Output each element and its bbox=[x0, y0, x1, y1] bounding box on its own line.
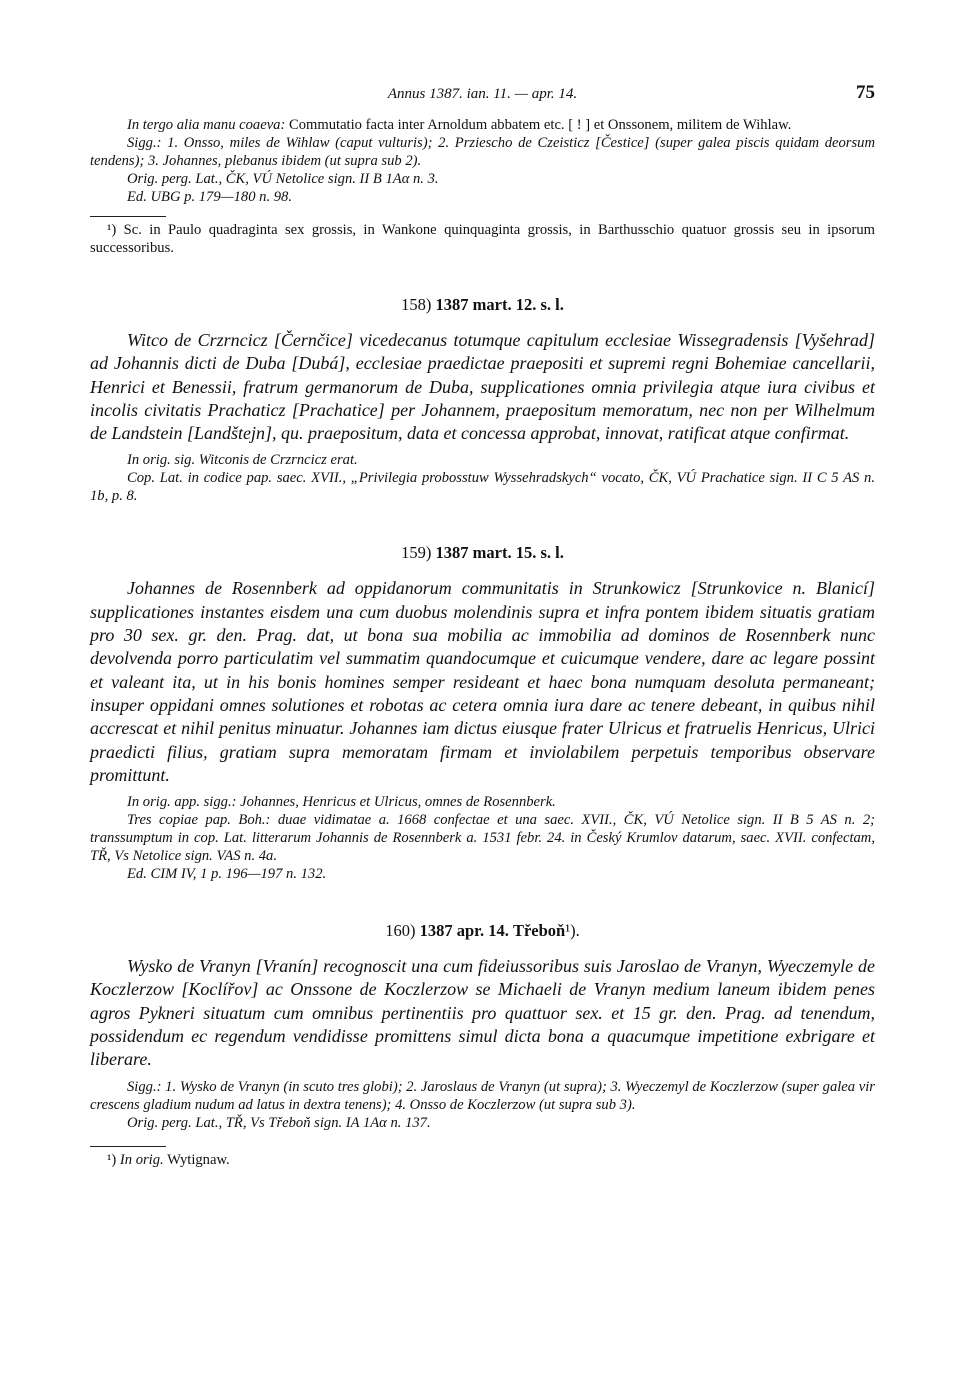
entry-notes bbox=[90, 1078, 875, 1132]
entry-159 bbox=[90, 543, 875, 883]
footnote-2 bbox=[90, 1151, 875, 1169]
entry-note: Orig. perg. Lat., TŘ, Vs Třeboň sign. IA 1Aα n. 137. bbox=[127, 1114, 431, 1131]
entry-158 bbox=[90, 295, 875, 505]
entry-note: In orig. app. sigg.: Johannes, Henricus et Ulricus, omnes de Rosennberk. bbox=[127, 794, 556, 811]
entry-place-mark: ¹). bbox=[565, 921, 580, 941]
footnote-text: Sc. in Paulo quadraginta sex grossis, in Wankone quinquaginta grossis, in Barthusschio quatuor grossis seu in ipsorum successoribus. bbox=[90, 222, 875, 256]
entry-note: Cop. Lat. in codice pap. saec. XVII., „Privilegia probosstuw Wyssehradskych“ vocato, ČK, VÚ Prachatice sign. II C 5 AS n. 1b, p. 8. bbox=[90, 470, 875, 505]
tergo-note bbox=[90, 116, 875, 134]
entry-place: Třeboň bbox=[512, 921, 566, 941]
entry-note: In orig. sig. Witconis de Crzrncicz erat. bbox=[127, 452, 358, 469]
top-notes bbox=[90, 116, 875, 206]
entry-regest: Wysko de Vranyn [Vranín] recognoscit una cum fideiussoribus suis Jaroslao de Vranyn, Wyeczemyle de Koczlerzow [Koclířov] ac Onssone de Koczlerzow se Michaeli de Vranyn medium laneum ibidem penes agros Pykneri situatum cum omnibus pertinentiis pro quattuor sex. et 15 gr. den. Prag. ad tenendum, possidendum ec regendum vendidisse promittens simul dicta bona a quacumque impetitione exbrigare et liberare. bbox=[90, 956, 875, 1070]
entry-regest: Witco de Crzrncicz [Černčice] vicedecanus totumque capitulum ecclesiae Wissegradensis [Vyšehrad] ad Johannis dicti de Duba [Dubá], ecclesiae praedictae praepositi et supremi regni Bohemiae cancellarii, Henrici et Benessii, fratrum germanorum de Duba, supplicationes omnia privilegia atque iura civibus et incolis civitatis Prachaticz [Prachatice] per Johannem, praepositum memoratum, nec non per Wilhelmum de Landstein [Landštejn], qu. praepositum, data et concessa approbat, innovat, ratificat atque confirmat. bbox=[90, 330, 875, 444]
footnote-label: In orig. bbox=[116, 1151, 164, 1168]
running-head: Annus 1387. ian. 11. — apr. 14. bbox=[387, 86, 578, 102]
entry-regest: Johannes de Rosennberk ad oppidanorum communitatis in Strunkowicz [Strunkovice n. Blanicí] supplicationes instantes eisdem una cum duobus molendinis supra et infra pontem ibidem situatis gratiam pro 30 sex. gr. den. Prag. dat, ut bona sua mobilia ac immobilia ad dominos de Rosennberk nunc devolvenda porro particulatim vel summatim quandocumque et cuicumque vendere, dare ac legare possint et valeant ita, ut in his bonis homines semper resideant et haec bona numquam desoluta permaneant; insuper oppidani omnes solutiones et robotas ac cetera omnia iura dare ac tenere debeant, in quibus nihil accrescat et nihil penitus minuatur. Johannes iam dictus eiusque frater Ulricus et fratruelis Henricus, Ulrici praedicti filius, gratiam supra memoratam firmam et inviolabilem perpetuis temporibus observare promittunt. bbox=[90, 578, 875, 785]
entry-heading bbox=[90, 295, 875, 315]
orig-note: Orig. perg. Lat., ČK, VÚ Netolice sign. II B 1Aα n. 3. bbox=[127, 171, 439, 187]
tergo-label: In tergo alia manu coaeva: bbox=[127, 117, 286, 133]
entry-number: 159) bbox=[401, 543, 432, 563]
entry-note: Sigg.: 1. Wysko de Vranyn (in scuto tres globi); 2. Jaroslaus de Vranyn (ut supra); 3. Wyeczemyl de Koczlerzow (super galea vir crescens gladium nudum ad latus in dextra tenens); 4. Onsso de Koczlerzow (ut supra sub 3). bbox=[90, 1078, 875, 1113]
entry-number: 158) bbox=[401, 295, 432, 314]
footnote-1 bbox=[90, 221, 875, 257]
entry-note: Tres copiae pap. Boh.: duae vidimatae a. 1668 confectae et una saec. XVII., ČK, VÚ Netolice sign. II B 5 AS n. 2; transsumptum in cop. Lat. litterarum Johannis de Rosennberk a. 1531 febr. 24. in Český Krumlov datarum, saec. XVII. confectam, TŘ, Vs Netolice sign. VAS n. 4a. bbox=[90, 812, 875, 865]
page-number: 75 bbox=[856, 82, 875, 103]
entry-heading bbox=[90, 543, 875, 563]
entry-note: Ed. CIM IV, 1 p. 196—197 n. 132. bbox=[127, 866, 327, 883]
entry-notes bbox=[90, 793, 875, 883]
tergo-text: Commutatio facta inter Arnoldum abbatem etc. [ ! ] et Onssonem, militem de Wihlaw. bbox=[285, 117, 792, 133]
entry-number: 160) bbox=[385, 921, 416, 941]
page-header bbox=[90, 82, 875, 108]
entry-date: 1387 mart. 12. s. l. bbox=[435, 295, 564, 314]
document-page bbox=[90, 82, 875, 1169]
entry-date: 1387 mart. 15. s. l. bbox=[435, 543, 564, 563]
entry-date: 1387 apr. 14. bbox=[419, 921, 509, 941]
ed-note: Ed. UBG p. 179—180 n. 98. bbox=[127, 189, 292, 205]
entry-heading bbox=[90, 921, 875, 941]
footnote-mark: ¹) bbox=[107, 222, 117, 238]
sigg-note: Sigg.: 1. Onsso, miles de Wihlaw (caput vulturis); 2. Prziescho de Czeisticz [Čestice] (super galea piscis quidam deorsum tendens); 3. Johannes, plebanus ibidem (ut supra sub 2). bbox=[90, 135, 875, 169]
footnote-mark: ¹) bbox=[107, 1151, 117, 1168]
footnote-text: Wytignaw. bbox=[163, 1151, 230, 1168]
entry-160 bbox=[90, 921, 875, 1131]
entry-notes bbox=[90, 451, 875, 505]
footnote-rule bbox=[90, 1146, 166, 1147]
footnote-rule bbox=[90, 216, 166, 217]
